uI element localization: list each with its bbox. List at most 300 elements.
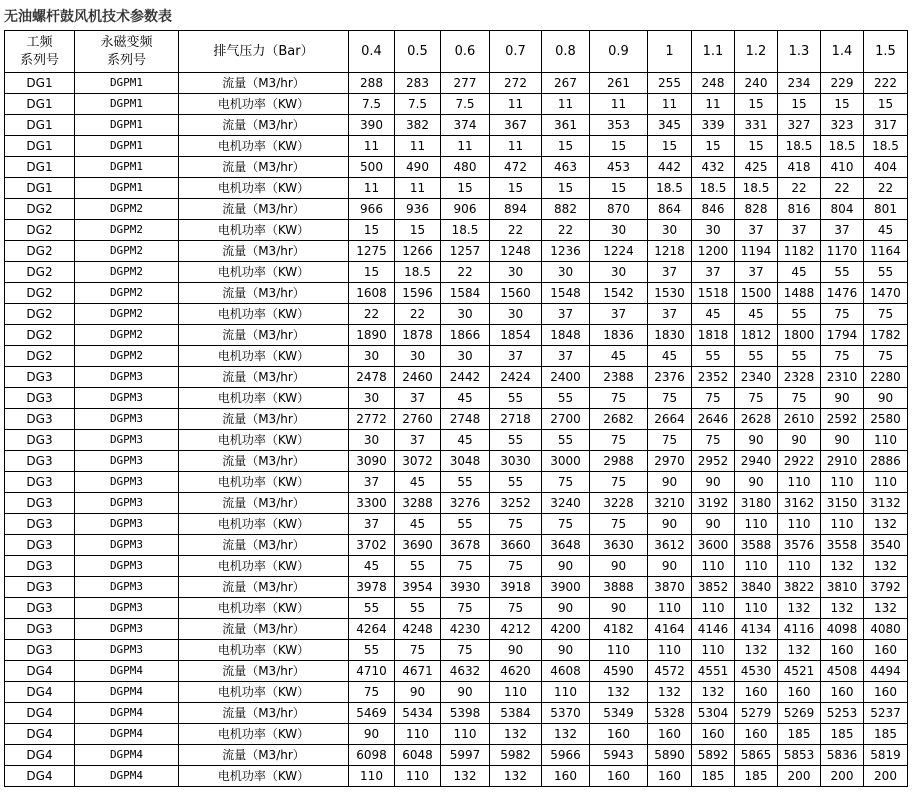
- value-cell: 11: [490, 136, 542, 157]
- value-cell: 90: [778, 430, 821, 451]
- value-cell: 1560: [490, 283, 542, 304]
- value-cell: 90: [590, 598, 648, 619]
- value-cell: 2328: [778, 367, 821, 388]
- value-cell: 45: [864, 220, 908, 241]
- value-cell: 5370: [542, 703, 590, 724]
- value-cell: 1164: [864, 241, 908, 262]
- value-cell: 110: [821, 514, 864, 535]
- value-cell: 185: [735, 766, 778, 787]
- value-cell: 110: [821, 472, 864, 493]
- value-cell: 3702: [349, 535, 395, 556]
- value-cell: 1275: [349, 241, 395, 262]
- series-cell: DG2: [5, 325, 75, 346]
- value-cell: 37: [395, 430, 441, 451]
- value-cell: 3288: [395, 493, 441, 514]
- value-cell: 1488: [778, 283, 821, 304]
- value-cell: 3870: [648, 577, 692, 598]
- parameter-cell: 电机功率（KW）: [179, 682, 349, 703]
- value-cell: 18.5: [395, 262, 441, 283]
- parameter-cell: 流量（M3/hr）: [179, 367, 349, 388]
- value-cell: 15: [441, 178, 490, 199]
- value-cell: 4620: [490, 661, 542, 682]
- value-cell: 132: [648, 682, 692, 703]
- series-cell: DG3: [5, 451, 75, 472]
- value-cell: 110: [735, 556, 778, 577]
- value-cell: 75: [778, 388, 821, 409]
- value-cell: 22: [395, 304, 441, 325]
- value-cell: 30: [349, 430, 395, 451]
- value-cell: 22: [778, 178, 821, 199]
- value-cell: 132: [590, 682, 648, 703]
- value-cell: 132: [542, 724, 590, 745]
- value-cell: 4508: [821, 661, 864, 682]
- value-cell: 846: [692, 199, 735, 220]
- parameter-cell: 电机功率（KW）: [179, 136, 349, 157]
- value-cell: 1170: [821, 241, 864, 262]
- header-series-cell: [5, 31, 75, 73]
- value-cell: 2310: [821, 367, 864, 388]
- header-pressure: 0.6: [441, 31, 490, 73]
- value-cell: 248: [692, 73, 735, 94]
- value-cell: 1854: [490, 325, 542, 346]
- value-cell: 110: [778, 472, 821, 493]
- parameter-cell: 流量（M3/hr）: [179, 199, 349, 220]
- value-cell: 2580: [864, 409, 908, 430]
- series-cell: DG2: [5, 283, 75, 304]
- parameter-cell: 电机功率（KW）: [179, 556, 349, 577]
- parameter-cell: 电机功率（KW）: [179, 472, 349, 493]
- header-pm-series-cell: [75, 31, 179, 73]
- pm-series-cell: DGPM3: [75, 619, 179, 640]
- parameter-cell: 电机功率（KW）: [179, 346, 349, 367]
- value-cell: 90: [692, 514, 735, 535]
- series-cell: DG3: [5, 619, 75, 640]
- value-cell: 160: [821, 682, 864, 703]
- parameter-cell: 流量（M3/hr）: [179, 451, 349, 472]
- table-body: [5, 73, 908, 787]
- series-cell: DG1: [5, 157, 75, 178]
- value-cell: 110: [395, 724, 441, 745]
- value-cell: 55: [490, 388, 542, 409]
- value-cell: 90: [648, 556, 692, 577]
- value-cell: 160: [821, 640, 864, 661]
- header-pm-series-line1: 永磁变频: [100, 34, 153, 50]
- value-cell: 5890: [648, 745, 692, 766]
- value-cell: 55: [490, 430, 542, 451]
- value-cell: 90: [735, 472, 778, 493]
- value-cell: 132: [864, 556, 908, 577]
- value-cell: 1596: [395, 283, 441, 304]
- value-cell: 110: [864, 430, 908, 451]
- value-cell: 4494: [864, 661, 908, 682]
- value-cell: 3588: [735, 535, 778, 556]
- value-cell: 2610: [778, 409, 821, 430]
- header-pressure: 1.2: [735, 31, 778, 73]
- value-cell: 15: [778, 94, 821, 115]
- value-cell: 5384: [490, 703, 542, 724]
- value-cell: 4212: [490, 619, 542, 640]
- value-cell: 3822: [778, 577, 821, 598]
- value-cell: 75: [692, 430, 735, 451]
- table-row: [5, 241, 908, 262]
- parameter-cell: 流量（M3/hr）: [179, 619, 349, 640]
- value-cell: 15: [864, 94, 908, 115]
- value-cell: 3810: [821, 577, 864, 598]
- value-cell: 185: [821, 724, 864, 745]
- value-cell: 4200: [542, 619, 590, 640]
- value-cell: 30: [395, 346, 441, 367]
- value-cell: 2772: [349, 409, 395, 430]
- pm-series-cell: DGPM1: [75, 178, 179, 199]
- value-cell: 353: [590, 115, 648, 136]
- value-cell: 90: [349, 724, 395, 745]
- value-cell: 4710: [349, 661, 395, 682]
- value-cell: 2910: [821, 451, 864, 472]
- value-cell: 11: [692, 94, 735, 115]
- value-cell: 3300: [349, 493, 395, 514]
- series-cell: DG3: [5, 514, 75, 535]
- value-cell: 4146: [692, 619, 735, 640]
- value-cell: 3276: [441, 493, 490, 514]
- value-cell: 160: [692, 724, 735, 745]
- value-cell: 90: [648, 472, 692, 493]
- value-cell: 75: [735, 388, 778, 409]
- value-cell: 2940: [735, 451, 778, 472]
- parameter-cell: 流量（M3/hr）: [179, 157, 349, 178]
- value-cell: 2352: [692, 367, 735, 388]
- value-cell: 75: [542, 514, 590, 535]
- value-cell: 1866: [441, 325, 490, 346]
- value-cell: 500: [349, 157, 395, 178]
- value-cell: 132: [778, 640, 821, 661]
- value-cell: 90: [542, 556, 590, 577]
- parameter-cell: 电机功率（KW）: [179, 598, 349, 619]
- series-cell: DG4: [5, 682, 75, 703]
- table-row: [5, 388, 908, 409]
- value-cell: 30: [590, 220, 648, 241]
- value-cell: 132: [490, 724, 542, 745]
- value-cell: 160: [864, 640, 908, 661]
- header-row: [5, 31, 908, 73]
- value-cell: 2280: [864, 367, 908, 388]
- header-pressure: 1.1: [692, 31, 735, 73]
- series-cell: DG3: [5, 640, 75, 661]
- value-cell: 37: [542, 346, 590, 367]
- value-cell: 22: [864, 178, 908, 199]
- value-cell: 2952: [692, 451, 735, 472]
- series-cell: DG4: [5, 724, 75, 745]
- pm-series-cell: DGPM4: [75, 724, 179, 745]
- value-cell: 432: [692, 157, 735, 178]
- value-cell: 55: [349, 640, 395, 661]
- table-row: [5, 304, 908, 325]
- value-cell: 75: [821, 346, 864, 367]
- value-cell: 15: [735, 136, 778, 157]
- value-cell: 45: [648, 346, 692, 367]
- value-cell: 870: [590, 199, 648, 220]
- value-cell: 110: [490, 682, 542, 703]
- value-cell: 5997: [441, 745, 490, 766]
- value-cell: 3252: [490, 493, 542, 514]
- pm-series-cell: DGPM1: [75, 157, 179, 178]
- value-cell: 1470: [864, 283, 908, 304]
- value-cell: 7.5: [441, 94, 490, 115]
- parameter-cell: 电机功率（KW）: [179, 178, 349, 199]
- value-cell: 3228: [590, 493, 648, 514]
- value-cell: 5943: [590, 745, 648, 766]
- value-cell: 22: [441, 262, 490, 283]
- value-cell: 5304: [692, 703, 735, 724]
- value-cell: 15: [542, 136, 590, 157]
- value-cell: 15: [349, 262, 395, 283]
- value-cell: 1500: [735, 283, 778, 304]
- table-row: [5, 115, 908, 136]
- value-cell: 45: [395, 514, 441, 535]
- value-cell: 110: [735, 598, 778, 619]
- value-cell: 55: [395, 598, 441, 619]
- table-row: [5, 199, 908, 220]
- value-cell: 90: [864, 388, 908, 409]
- value-cell: 90: [735, 430, 778, 451]
- value-cell: 30: [648, 220, 692, 241]
- value-cell: 30: [441, 304, 490, 325]
- value-cell: 90: [441, 682, 490, 703]
- series-cell: DG3: [5, 472, 75, 493]
- value-cell: 3558: [821, 535, 864, 556]
- value-cell: 1818: [692, 325, 735, 346]
- value-cell: 1584: [441, 283, 490, 304]
- value-cell: 75: [349, 682, 395, 703]
- header-pressure-label: 排气压力（Bar）: [179, 31, 349, 73]
- value-cell: 185: [864, 724, 908, 745]
- value-cell: 864: [648, 199, 692, 220]
- value-cell: 2886: [864, 451, 908, 472]
- series-cell: DG1: [5, 115, 75, 136]
- series-cell: DG4: [5, 745, 75, 766]
- value-cell: 11: [441, 136, 490, 157]
- value-cell: 30: [349, 346, 395, 367]
- value-cell: 3210: [648, 493, 692, 514]
- value-cell: 30: [542, 262, 590, 283]
- table-row: [5, 367, 908, 388]
- value-cell: 15: [821, 94, 864, 115]
- series-cell: DG3: [5, 556, 75, 577]
- value-cell: 15: [590, 136, 648, 157]
- value-cell: 283: [395, 73, 441, 94]
- header-pressure: 1.5: [864, 31, 908, 73]
- value-cell: 3888: [590, 577, 648, 598]
- value-cell: 4521: [778, 661, 821, 682]
- value-cell: 110: [395, 766, 441, 787]
- value-cell: 160: [735, 724, 778, 745]
- series-cell: DG3: [5, 577, 75, 598]
- header-pressure: 0.9: [590, 31, 648, 73]
- value-cell: 75: [441, 556, 490, 577]
- parameter-cell: 流量（M3/hr）: [179, 241, 349, 262]
- value-cell: 2760: [395, 409, 441, 430]
- value-cell: 37: [490, 346, 542, 367]
- value-cell: 6048: [395, 745, 441, 766]
- table-row: [5, 73, 908, 94]
- value-cell: 18.5: [692, 178, 735, 199]
- value-cell: 277: [441, 73, 490, 94]
- value-cell: 2718: [490, 409, 542, 430]
- value-cell: 15: [590, 178, 648, 199]
- value-cell: 132: [821, 598, 864, 619]
- value-cell: 11: [395, 178, 441, 199]
- value-cell: 1530: [648, 283, 692, 304]
- value-cell: 110: [590, 640, 648, 661]
- header-pressure: 0.8: [542, 31, 590, 73]
- value-cell: 906: [441, 199, 490, 220]
- value-cell: 15: [648, 136, 692, 157]
- value-cell: 15: [692, 136, 735, 157]
- value-cell: 2442: [441, 367, 490, 388]
- value-cell: 1200: [692, 241, 735, 262]
- parameter-cell: 电机功率（KW）: [179, 304, 349, 325]
- value-cell: 3000: [542, 451, 590, 472]
- table-row: [5, 409, 908, 430]
- value-cell: 132: [735, 640, 778, 661]
- value-cell: 2664: [648, 409, 692, 430]
- value-cell: 45: [395, 472, 441, 493]
- table-row: [5, 220, 908, 241]
- value-cell: 55: [395, 556, 441, 577]
- parameter-cell: 电机功率（KW）: [179, 640, 349, 661]
- value-cell: 5349: [590, 703, 648, 724]
- value-cell: 5853: [778, 745, 821, 766]
- value-cell: 110: [648, 598, 692, 619]
- value-cell: 15: [349, 220, 395, 241]
- value-cell: 5966: [542, 745, 590, 766]
- pm-series-cell: DGPM3: [75, 451, 179, 472]
- series-cell: DG2: [5, 199, 75, 220]
- value-cell: 1194: [735, 241, 778, 262]
- value-cell: 55: [735, 346, 778, 367]
- value-cell: 1542: [590, 283, 648, 304]
- value-cell: 3162: [778, 493, 821, 514]
- value-cell: 4530: [735, 661, 778, 682]
- value-cell: 55: [821, 262, 864, 283]
- value-cell: 15: [542, 178, 590, 199]
- value-cell: 132: [821, 556, 864, 577]
- value-cell: 37: [735, 220, 778, 241]
- value-cell: 2424: [490, 367, 542, 388]
- value-cell: 37: [735, 262, 778, 283]
- value-cell: 90: [590, 556, 648, 577]
- value-cell: 160: [864, 682, 908, 703]
- series-cell: DG3: [5, 388, 75, 409]
- value-cell: 75: [490, 514, 542, 535]
- value-cell: 3150: [821, 493, 864, 514]
- value-cell: 3690: [395, 535, 441, 556]
- table-row: [5, 94, 908, 115]
- value-cell: 480: [441, 157, 490, 178]
- value-cell: 3132: [864, 493, 908, 514]
- table-row: [5, 598, 908, 619]
- value-cell: 22: [490, 220, 542, 241]
- table-row: [5, 283, 908, 304]
- value-cell: 3180: [735, 493, 778, 514]
- value-cell: 90: [542, 598, 590, 619]
- value-cell: 110: [692, 640, 735, 661]
- value-cell: 75: [590, 514, 648, 535]
- pm-series-cell: DGPM3: [75, 409, 179, 430]
- table-row: [5, 493, 908, 514]
- parameter-cell: 电机功率（KW）: [179, 388, 349, 409]
- value-cell: 22: [542, 220, 590, 241]
- value-cell: 234: [778, 73, 821, 94]
- pm-series-cell: DGPM3: [75, 472, 179, 493]
- value-cell: 5819: [864, 745, 908, 766]
- value-cell: 2988: [590, 451, 648, 472]
- value-cell: 18.5: [441, 220, 490, 241]
- value-cell: 15: [395, 220, 441, 241]
- value-cell: 3660: [490, 535, 542, 556]
- value-cell: 3930: [441, 577, 490, 598]
- value-cell: 55: [441, 514, 490, 535]
- value-cell: 5469: [349, 703, 395, 724]
- value-cell: 37: [821, 220, 864, 241]
- value-cell: 1257: [441, 241, 490, 262]
- value-cell: 894: [490, 199, 542, 220]
- value-cell: 1812: [735, 325, 778, 346]
- pm-series-cell: DGPM2: [75, 325, 179, 346]
- pm-series-cell: DGPM4: [75, 703, 179, 724]
- value-cell: 37: [395, 388, 441, 409]
- value-cell: 828: [735, 199, 778, 220]
- value-cell: 55: [692, 346, 735, 367]
- table-row: [5, 514, 908, 535]
- value-cell: 7.5: [395, 94, 441, 115]
- value-cell: 75: [864, 304, 908, 325]
- table-row: [5, 325, 908, 346]
- parameter-cell: 电机功率（KW）: [179, 430, 349, 451]
- value-cell: 345: [648, 115, 692, 136]
- value-cell: 18.5: [821, 136, 864, 157]
- value-cell: 331: [735, 115, 778, 136]
- value-cell: 110: [349, 766, 395, 787]
- pm-series-cell: DGPM3: [75, 598, 179, 619]
- table-row: [5, 619, 908, 640]
- table-row: [5, 577, 908, 598]
- value-cell: 2400: [542, 367, 590, 388]
- value-cell: 45: [441, 388, 490, 409]
- value-cell: 11: [349, 178, 395, 199]
- value-cell: 4608: [542, 661, 590, 682]
- value-cell: 5434: [395, 703, 441, 724]
- table-row: [5, 178, 908, 199]
- value-cell: 160: [778, 682, 821, 703]
- table-row: [5, 556, 908, 577]
- series-cell: DG4: [5, 661, 75, 682]
- value-cell: 90: [542, 640, 590, 661]
- pm-series-cell: DGPM3: [75, 535, 179, 556]
- series-cell: DG2: [5, 220, 75, 241]
- value-cell: 30: [490, 304, 542, 325]
- value-cell: 5982: [490, 745, 542, 766]
- value-cell: 37: [778, 220, 821, 241]
- value-cell: 2388: [590, 367, 648, 388]
- value-cell: 3678: [441, 535, 490, 556]
- value-cell: 11: [349, 136, 395, 157]
- value-cell: 418: [778, 157, 821, 178]
- value-cell: 3900: [542, 577, 590, 598]
- value-cell: 339: [692, 115, 735, 136]
- value-cell: 1218: [648, 241, 692, 262]
- value-cell: 4572: [648, 661, 692, 682]
- value-cell: 5279: [735, 703, 778, 724]
